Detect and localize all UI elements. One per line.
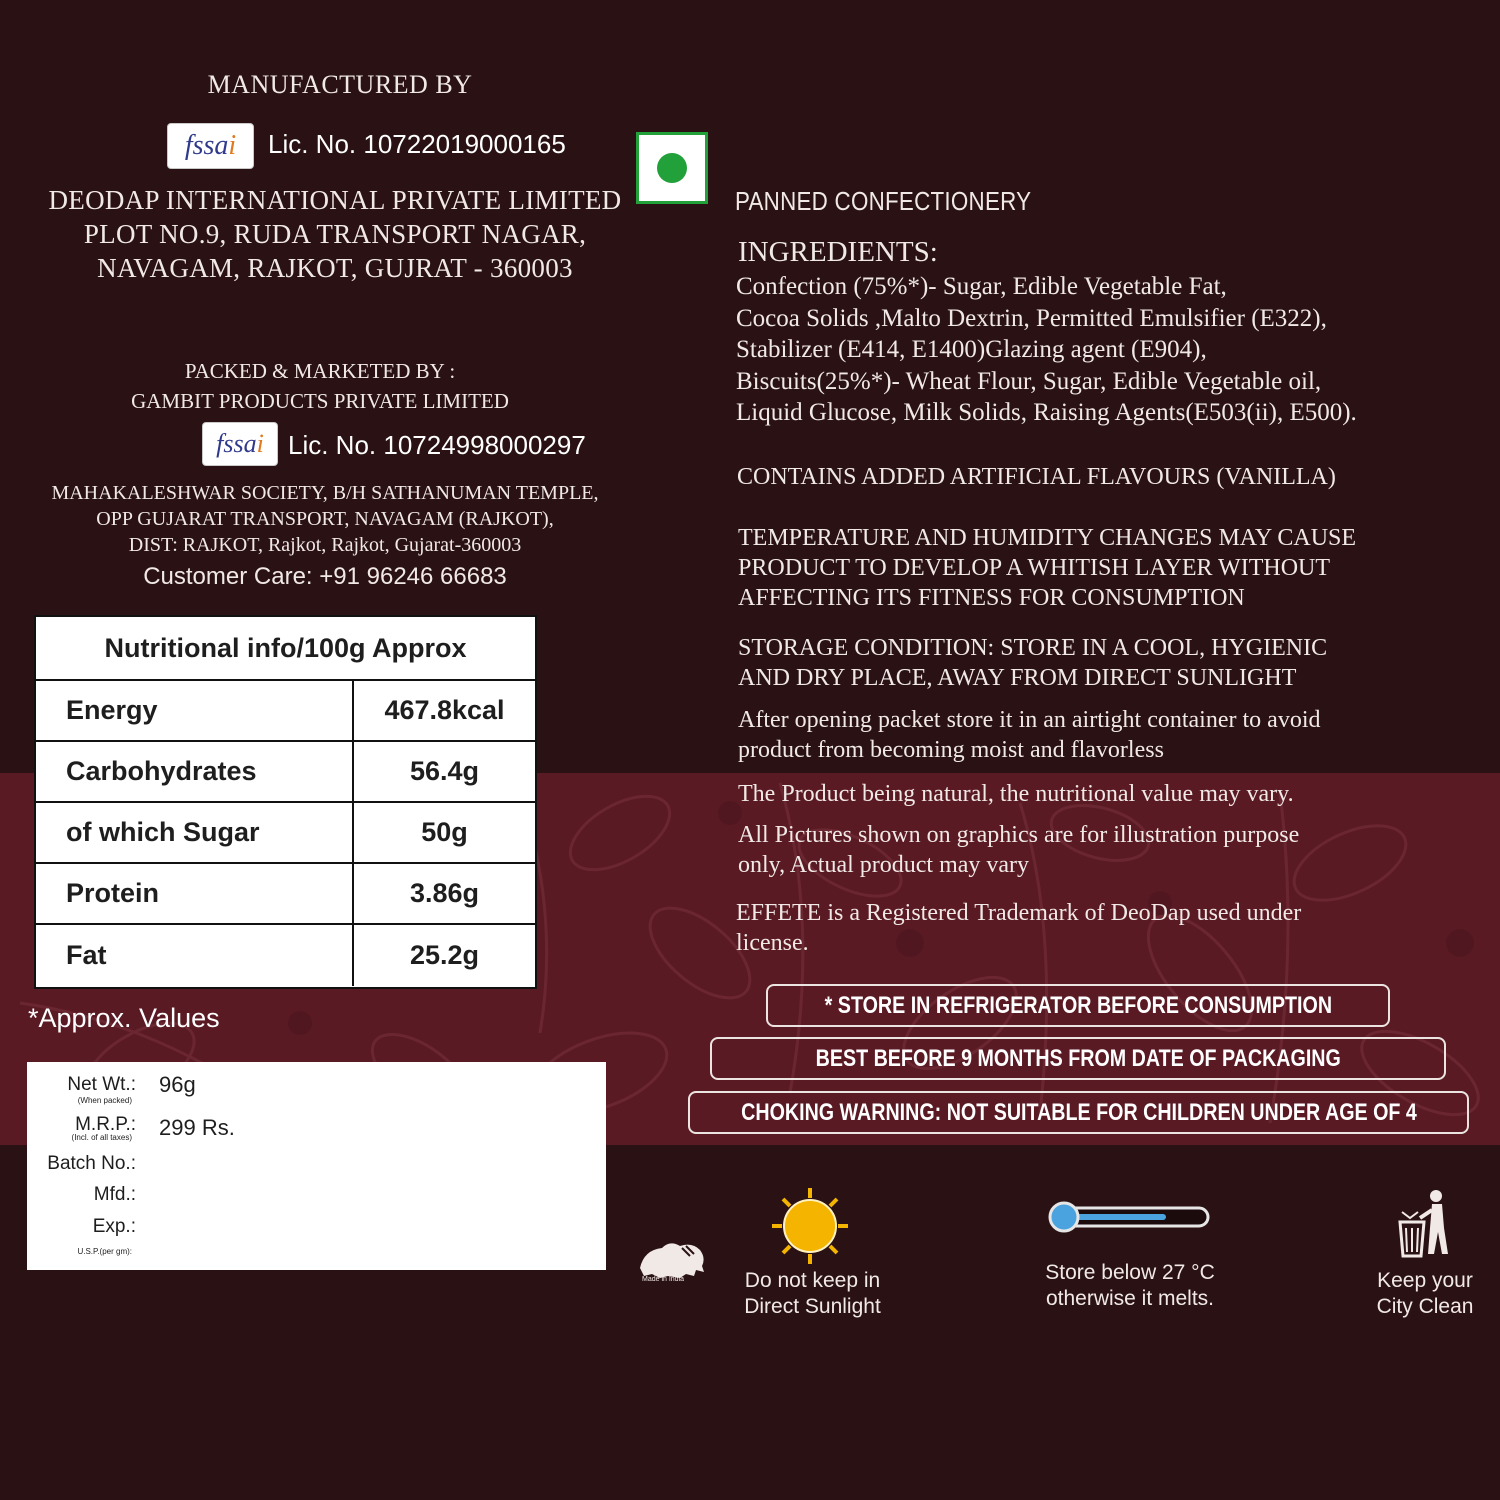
refrigerator-warning-text: * STORE IN REFRIGERATOR BEFORE CONSUMPTION (824, 991, 1332, 1019)
table-row (36, 681, 535, 742)
after-opening-line: product from becoming moist and flavorless (738, 737, 1164, 763)
dustbin-icon (1396, 1188, 1456, 1258)
pictures-line: only, Actual product may vary (738, 852, 1030, 878)
fssai-logo: fssa i (167, 123, 254, 169)
ingredients-line: Stabilizer (E414, E1400)Glazing agent (E904), (736, 336, 1207, 363)
mrp-sub: (Incl. of all taxes) (71, 1133, 132, 1142)
manufacturer-name: DEODAP INTERNATIONAL PRIVATE LIMITED (48, 185, 622, 215)
nutrient-name: Protein (36, 864, 354, 923)
packer-block (60, 356, 580, 416)
product-category: PANNED CONFECTIONERY (735, 186, 1032, 216)
refrigerator-warning (766, 984, 1390, 1027)
nutrient-value: 50g (421, 817, 468, 847)
nutrient-value: 56.4g (409, 756, 480, 786)
best-before-text: BEST BEFORE 9 MONTHS FROM DATE OF PACKAGING (815, 1044, 1341, 1072)
manufacturer-address-line: NAVAGAM, RAJKOT, GUJRAT - 360003 (97, 253, 573, 283)
mfd-label: Mfd.: (93, 1184, 136, 1205)
nutrient-name: Carbohydrates (36, 742, 354, 801)
table-row (36, 864, 535, 925)
choking-warning (688, 1091, 1469, 1134)
nutrient-name: Fat (36, 925, 354, 986)
net-weight-value: 96g (159, 1072, 196, 1097)
storage-line: STORAGE CONDITION: STORE IN A COOL, HYGIENIC (738, 635, 1328, 661)
made-in-india-lion-icon (634, 1236, 710, 1288)
table-row (36, 803, 535, 864)
customer-care: Customer Care: +91 96246 66683 (143, 563, 507, 590)
clean-city-caption-line: Keep your (1377, 1269, 1473, 1292)
best-before-warning (710, 1037, 1446, 1080)
trademark-note (736, 898, 1476, 958)
manufacturer-address-line: PLOT NO.9, RUDA TRANSPORT NAGAR, (83, 219, 587, 249)
temperature-line: PRODUCT TO DEVELOP A WHITISH LAYER WITHOUT (738, 555, 1331, 581)
packer-license: Lic. No. 10724998000297 (288, 430, 586, 460)
made-in-india-caption: Made in India (642, 1276, 685, 1283)
packer-address-line: MAHAKALESHWAR SOCIETY, B/H SATHANUMAN TEMPLE, (51, 482, 599, 504)
after-opening-line: After opening packet store it in an airtight container to avoid (738, 707, 1321, 733)
flavour-notice: CONTAINS ADDED ARTIFICIAL FLAVOURS (VANILLA) (737, 464, 1336, 490)
thermometer-icon (1046, 1198, 1212, 1238)
veg-symbol-icon (636, 132, 708, 204)
sunlight-caption-line: Direct Sunlight (744, 1295, 881, 1318)
pictures-disclaimer (738, 820, 1478, 880)
table-row (36, 742, 535, 803)
temperature-caption (1030, 1260, 1230, 1312)
clean-city-caption-line: City Clean (1376, 1295, 1474, 1318)
packer-address (10, 480, 640, 558)
fssai-logo: fssa i (202, 422, 278, 466)
sunlight-caption (725, 1268, 900, 1320)
mrp-value: 299 Rs. (159, 1115, 235, 1140)
trademark-line: license. (736, 930, 809, 956)
manufacturer-address (20, 183, 650, 285)
storage-line: AND DRY PLACE, AWAY FROM DIRECT SUNLIGHT (738, 665, 1297, 691)
temperature-line: AFFECTING ITS FITNESS FOR CONSUMPTION (738, 585, 1245, 611)
batch-label: Batch No.: (47, 1153, 136, 1174)
ingredients-line: Biscuits(25%*)- Wheat Flour, Sugar, Edible Vegetable oil, (736, 367, 1322, 395)
manufactured-by-heading: MANUFACTURED BY (207, 70, 473, 99)
ingredients-list (736, 271, 1476, 429)
temperature-notice (738, 523, 1478, 613)
usp-label: U.S.P.(per gm): (77, 1247, 132, 1256)
packer-name: GAMBIT PRODUCTS PRIVATE LIMITED (131, 389, 509, 413)
natural-note: The Product being natural, the nutritional value may vary. (738, 781, 1294, 807)
sun-icon (770, 1186, 850, 1266)
package-info-box (27, 1062, 606, 1270)
approx-values-note: *Approx. Values (28, 1003, 220, 1033)
nutrient-value: 467.8kcal (384, 695, 505, 725)
table-row (36, 925, 535, 986)
exp-label: Exp.: (92, 1216, 136, 1237)
choking-warning-text: CHOKING WARNING: NOT SUITABLE FOR CHILDREN UNDER AGE OF 4 (740, 1098, 1417, 1126)
mrp-label: M.R.P.: (75, 1114, 136, 1135)
ingredients-line: Confection (75%*)- Sugar, Edible Vegetable Fat, (736, 273, 1227, 300)
after-opening-note (738, 705, 1478, 765)
ingredients-heading: INGREDIENTS: (738, 236, 938, 268)
nutrient-name: of which Sugar (36, 803, 354, 862)
sunlight-caption-line: Do not keep in (744, 1269, 881, 1292)
packed-marketed-heading: PACKED & MARKETED BY : (184, 359, 456, 383)
net-weight-label: Net Wt.: (67, 1074, 136, 1095)
temperature-caption-line: otherwise it melts. (1045, 1287, 1215, 1310)
nutrient-name: Energy (36, 681, 354, 740)
nutrition-table (34, 615, 537, 989)
ingredients-line: Liquid Glucose, Milk Solids, Raising Agents(E503(ii), E500). (736, 399, 1357, 426)
nutrition-title: Nutritional info/100g Approx (36, 617, 535, 681)
trademark-line: EFFETE is a Registered Trademark of DeoDap used under (736, 900, 1302, 926)
packer-address-line: OPP GUJARAT TRANSPORT, NAVAGAM (RAJKOT), (96, 508, 554, 530)
nutrient-value: 25.2g (409, 940, 480, 970)
temperature-caption-line: Store below 27 °C (1045, 1261, 1215, 1284)
packer-address-line: DIST: RAJKOT, Rajkot, Rajkot, Gujarat-360003 (128, 534, 522, 556)
temperature-line: TEMPERATURE AND HUMIDITY CHANGES MAY CAUSE (738, 525, 1357, 551)
pictures-line: All Pictures shown on graphics are for illustration purpose (738, 822, 1300, 848)
manufacturer-license: Lic. No. 10722019000165 (268, 129, 566, 159)
clean-city-caption (1360, 1268, 1490, 1320)
storage-condition (738, 633, 1478, 693)
nutrient-value: 3.86g (409, 878, 480, 908)
net-weight-sub: (When packed) (77, 1096, 132, 1105)
ingredients-line: Cocoa Solids ,Malto Dextrin, Permitted Emulsifier (E322), (736, 304, 1327, 332)
